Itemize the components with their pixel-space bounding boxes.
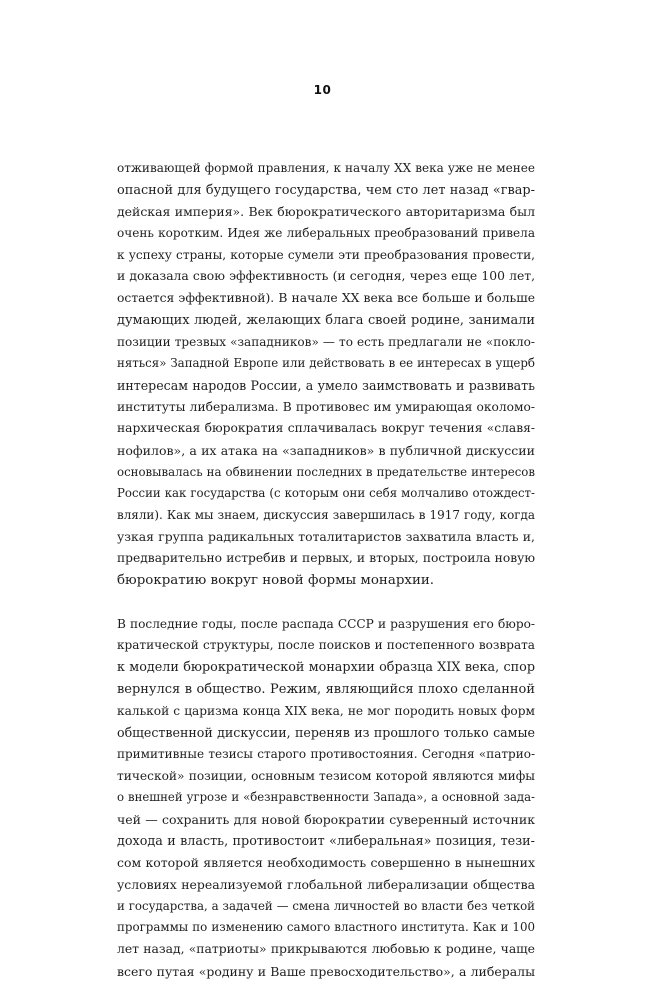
text-line: чей — сохранить для новой бюрократии суверенный источник [117, 811, 535, 827]
text-line: к успеху страны, которые сумели эти преобразования провести, [117, 247, 535, 262]
text-line: дохода и власть, противостоит «либеральная» позиция, тези- [117, 833, 535, 849]
text-line: очень коротким. Идея же либеральных преобразований привела [117, 226, 535, 241]
text-line: нофилов», а их атака на «западников» в публичной дискуссии [117, 442, 535, 458]
text-line: вляли). Как мы знаем, дискуссия завершилась в 1917 году, когда [117, 508, 535, 522]
text-line: В последние годы, после распада СССР и разрушения его бюро- [117, 616, 535, 631]
text-line: позиции трезвых «западников» — то есть предлагали не «покло- [117, 334, 535, 349]
paragraph [117, 158, 535, 592]
text-line: о внешней угрозе и «безнравственности Запада», а основной зада- [117, 790, 535, 805]
text-line: условиях нереализуемой глобальной либерализации общества [117, 877, 535, 892]
text-line: тической» позиции, основным тезисом которой являются мифы [117, 768, 535, 783]
text-line: и доказала свою эффективность (и сегодня, через еще 100 лет, [117, 269, 535, 284]
text-line: лет назад, «патриоты» прикрываются любовью к родине, чаще [117, 942, 535, 957]
text-line: к модели бюрократической монархии образца XIX века, спор [117, 660, 535, 676]
text-line: бюрократию вокруг новой формы монархии. [117, 573, 435, 589]
paragraph [117, 614, 535, 983]
text-line: узкая группа радикальных тоталитаристов захватила власть и, [117, 529, 535, 544]
text-line: предварительно истребив и первых, и вторых, построила новую [117, 551, 535, 566]
text-line: интересам народов России, а умело заимствовать и развивать [117, 377, 535, 393]
text-line: опасной для будущего государства, чем сто лет назад «гвар- [117, 182, 535, 198]
text-line: отживающей формой правления, к началу XX века уже не менее [117, 161, 535, 175]
text-line: основывалась на обвинении последних в предательстве интересов [117, 464, 535, 479]
text-line: дейская империя». Век бюрократического авторитаризма был [117, 204, 535, 220]
text-line: примитивные тезисы старого противостояния. Сегодня «патрио- [117, 746, 535, 761]
text-line: думающих людей, желающих блага своей родине, занимали [117, 312, 535, 328]
text-line: программы по изменению самого властного института. Как и 100 [117, 920, 535, 935]
text-line: институты либерализма. В противовес им умирающая околомо- [117, 399, 535, 414]
text-line: нархическая бюрократия сплачивалась вокруг течения «славя- [117, 421, 535, 436]
text-line: России как государства (с которым они себя молчаливо отождест- [117, 486, 535, 501]
text-line: общественной дискуссии, переняв из прошлого только самые [117, 725, 535, 741]
text-line: и государства, а задачей — смена личностей во власти без четкой [117, 898, 535, 913]
page-number: 10 [313, 83, 332, 97]
text-line: сом которой является необходимость совершенно в нынешних [117, 855, 535, 871]
text-line: вернулся в общество. Режим, являющийся плохо сделанной [117, 681, 535, 697]
text-line: кратической структуры, после поисков и постепенного возврата [117, 638, 535, 653]
body-text [117, 158, 535, 982]
text-line: остается эффективной). В начале XX века все больше и больше [117, 291, 535, 306]
text-line: няться» Западной Европе или действовать в ее интересах в ущерб [117, 356, 535, 371]
text-line: калькой с царизма конца XIX века, не мог породить новых форм [117, 703, 535, 718]
text-line: всего путая «родину и Ваше превосходительство», а либералы [117, 963, 535, 979]
